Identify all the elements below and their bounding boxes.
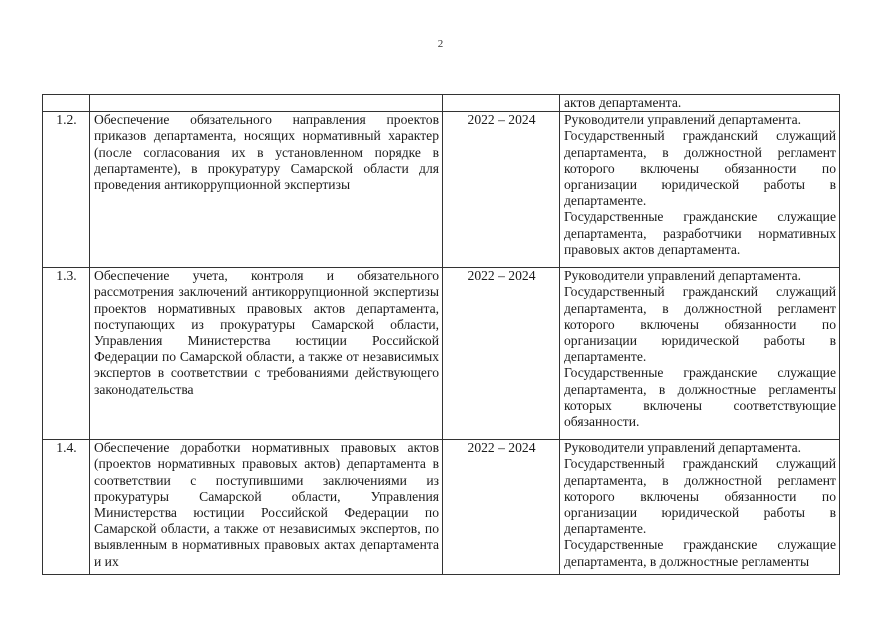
row-responsible [560, 440, 840, 575]
table-row [43, 112, 840, 268]
measures-table [42, 94, 840, 575]
table-row [43, 268, 840, 440]
page-number: 2 [437, 38, 444, 50]
row-description: Обеспечение обязательного направления проектов приказов департамента, носящих нормативный характер (после согласования их в установленном порядке в департаменте), в прокуратуру Самарской области для проведения антикоррупционной экспертизы [90, 112, 443, 268]
responsible-line: Государственный гражданский служащий департамента, в должностной регламент которого включены обязанности по организации юридической работы в департаменте. [564, 456, 836, 537]
row-description [90, 440, 443, 575]
row-description-text: Обеспечение доработки нормативных правовых актов (проектов нормативных правовых актов) департамента в соответствии с поступившими заключениями из прокуратуры Самарской области, Управления Министерства юстиции Российской Федерации по Самарской области, а также от независимых экспертов, по выявленным в нормативных правовых актах департамента и их [94, 440, 439, 569]
responsible-line: Руководители управлений департамента. [564, 268, 802, 284]
row-period: 2022 – 2024 [443, 112, 560, 268]
responsible-line: Государственные гражданские служащие департамента, в должностные регламенты которых включены соответствующие обязанности. [564, 365, 836, 430]
row-description: Обеспечение учета, контроля и обязательного рассмотрения заключений антикоррупционной экспертизы проектов нормативных правовых актов департамента, поступающих из прокуратуры Самарской области, Управления Министерства юстиции Российской Федерации по Самарской области, а также от независимых экспертов в соответствии с требованиями действующего законодательства [90, 268, 443, 440]
responsible-line: Государственные гражданские служащие департамента, в должностные регламенты [564, 537, 836, 569]
row-number: 1.3. [43, 268, 90, 440]
responsible-line: Государственный гражданский служащий департамента, в должностной регламент которого включены обязанности по организации юридической работы в департаменте. [564, 284, 836, 365]
responsible-line: Государственные гражданские служащие департамента, разработчики нормативных правовых актов департамента. [564, 209, 836, 257]
responsible-line: Руководители управлений департамента. [564, 440, 802, 456]
row-period: 2022 – 2024 [443, 440, 560, 575]
row-number: 1.4. [43, 440, 90, 575]
responsible-line: Государственный гражданский служащий департамента, в должностной регламент которого включены обязанности по организации юридической работы в департаменте. [564, 128, 836, 209]
row-description [90, 95, 443, 112]
table-row [43, 440, 840, 575]
responsible-line: Руководители управлений департамента. [564, 112, 802, 128]
row-responsible [560, 112, 840, 268]
row-period [443, 95, 560, 112]
row-period: 2022 – 2024 [443, 268, 560, 440]
row-number [43, 95, 90, 112]
row-responsible: актов департамента. [560, 95, 840, 112]
row-responsible [560, 268, 840, 440]
row-number: 1.2. [43, 112, 90, 268]
table-row-continuation [43, 95, 840, 112]
